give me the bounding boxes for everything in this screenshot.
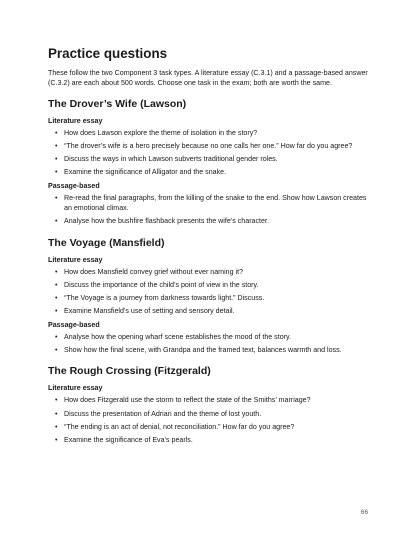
question-list <box>48 332 374 356</box>
question-item: • How does Lawson explore the theme of isolation in the story? <box>48 128 374 138</box>
question-item: • “The ending is an act of denial, not reconciliation.” How far do you agree? <box>48 422 374 432</box>
question-group-literature-essay <box>48 116 374 178</box>
question-item: • How does Fitzgerald use the storm to reflect the state of the Smiths’ marriage? <box>48 395 374 405</box>
question-item: • Analyse how the opening wharf scene establishes the mood of the story. <box>48 332 374 342</box>
section-rough-crossing <box>48 365 374 445</box>
question-list <box>48 128 374 178</box>
question-group-passage-based <box>48 320 374 356</box>
question-item: • Discuss the ways in which Lawson subverts traditional gender roles. <box>48 154 374 164</box>
section-heading: The Voyage (Mansfield) <box>48 236 165 249</box>
section-heading: The Rough Crossing (Fitzgerald) <box>48 365 211 378</box>
page-number: 66 <box>360 509 368 516</box>
question-item: • How does Mansfield convey grief without ever naming it? <box>48 267 374 277</box>
group-label: Passage-based <box>48 181 100 190</box>
group-label: Passage-based <box>48 320 100 329</box>
question-item: • “The Voyage is a journey from darkness towards light.” Discuss. <box>48 293 374 303</box>
question-list <box>48 395 374 445</box>
intro-paragraph: These follow the two Component 3 task types. A literature essay (C.3.1) and a passage-based answer (C.3.2) are each about 500 words. Choose one task in the exam; both are worth the same. <box>48 69 368 88</box>
question-item: • “The drover’s wife is a hero precisely because no one calls her one.” How far do you agree? <box>48 141 374 151</box>
question-item: • Show how the final scene, with Grandpa and the framed text, balances warmth and loss. <box>48 345 374 355</box>
question-item: • Re-read the final paragraphs, from the killing of the snake to the end. Show how Lawson creates an emotional climax. <box>48 193 374 214</box>
section-drovers-wife <box>48 98 374 227</box>
question-list <box>48 267 374 317</box>
question-item: • Discuss the presentation of Adrian and the theme of lost youth. <box>48 409 374 419</box>
page-content <box>48 46 374 455</box>
section-the-voyage <box>48 237 374 356</box>
section-heading: The Drover’s Wife (Lawson) <box>48 97 187 110</box>
group-label: Literature essay <box>48 384 103 393</box>
question-item: • Analyse how the bushfire flashback presents the wife’s character. <box>48 216 374 226</box>
question-list <box>48 193 374 227</box>
question-group-passage-based <box>48 181 374 227</box>
group-label: Literature essay <box>48 116 103 125</box>
question-item: • Examine Mansfield’s use of setting and sensory detail. <box>48 306 374 316</box>
page-title: Practice questions <box>48 46 168 61</box>
group-label: Literature essay <box>48 255 103 264</box>
question-group-literature-essay <box>48 383 374 445</box>
question-item: • Discuss the importance of the child’s point of view in the story. <box>48 280 374 290</box>
question-item: • Examine the significance of Eva’s pearls. <box>48 435 374 445</box>
question-group-literature-essay <box>48 255 374 317</box>
question-item: • Examine the significance of Alligator and the snake. <box>48 167 374 177</box>
